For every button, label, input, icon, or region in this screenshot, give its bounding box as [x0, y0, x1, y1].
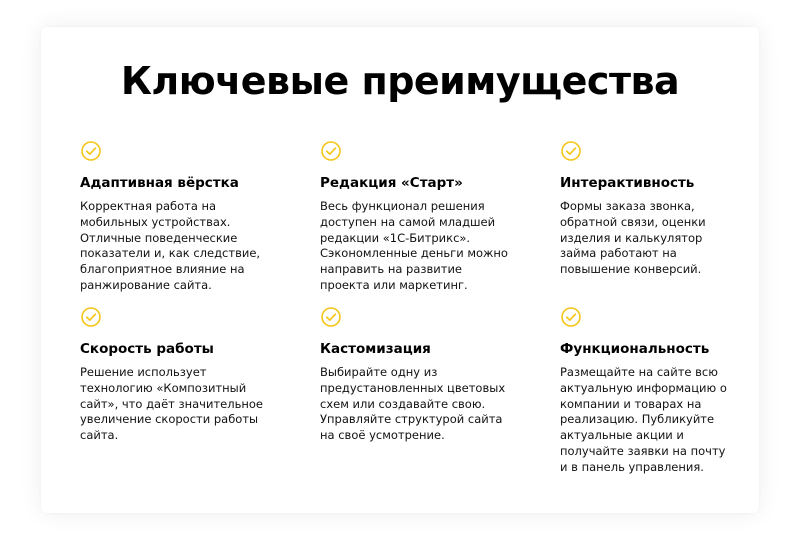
feature-description-line: направить на развитие — [320, 262, 462, 277]
feature-description-line: благоприятное влияние на — [80, 262, 245, 277]
feature-description — [80, 199, 260, 294]
feature-title: Адаптивная вёрстка — [80, 175, 239, 191]
check-circle-icon — [560, 140, 582, 162]
feature-description-line: технологию «Композитный — [80, 380, 247, 395]
feature-description-line: показатели и, как следствие, — [80, 246, 261, 261]
feature-title: Скорость работы — [80, 341, 214, 357]
feature-description-line: Формы заказа звонка, — [560, 199, 695, 213]
feature-description-line: займа работают на — [560, 246, 677, 261]
check-circle-icon — [320, 306, 342, 328]
feature-description-line: на своё усмотрение. — [320, 428, 445, 443]
feature-title: Функциональность — [560, 341, 710, 357]
feature-description-line: доступен на самой младшей — [320, 214, 496, 229]
feature-description-line: редакции «1С-Битрикс». — [320, 230, 471, 245]
feature-description-line: Выбирайте одну из — [320, 365, 438, 379]
check-circle-icon — [80, 140, 102, 162]
feature-description — [320, 199, 508, 294]
feature-description — [560, 365, 740, 476]
feature-description-line: актуальные акции и — [560, 428, 684, 443]
feature-description-line: ранжирование сайта. — [80, 277, 212, 292]
feature-description-line: повышение конверсий. — [560, 262, 702, 277]
feature-description-line: проекта или маркетинг. — [320, 277, 468, 292]
feature-description-line: Весь функционал решения — [320, 199, 485, 213]
feature-description-line: реализацию. Публикуйте — [560, 412, 715, 427]
feature-title: Редакция «Старт» — [320, 175, 463, 191]
page-title: Ключевые преимущества — [120, 59, 680, 103]
check-circle-icon — [560, 306, 582, 328]
feature-description-line: увеличение скорости работы — [80, 412, 259, 427]
feature-description-line: предустановленных цветовых — [320, 380, 506, 395]
check-circle-icon — [80, 306, 102, 328]
feature-description-line: актуальную информацию о — [560, 380, 727, 395]
feature-description-line: Корректная работа на — [80, 199, 217, 213]
feature-description-line: Решение использует — [80, 365, 207, 379]
feature-description-line: мобильных устройствах. — [80, 214, 231, 229]
feature-description-line: схем или создавайте свою. — [320, 396, 486, 411]
check-circle-icon — [320, 140, 342, 162]
feature-description-line: Управляйте структурой сайта — [320, 412, 503, 427]
feature-description-line: сайта. — [80, 428, 119, 443]
feature-description — [80, 365, 263, 444]
feature-description-line: изделия и калькулятор — [560, 230, 703, 245]
feature-title: Интерактивность — [560, 175, 695, 191]
feature-description-line: Отличные поведенческие — [80, 230, 238, 245]
feature-description-line: Размещайте на сайте всю — [560, 365, 718, 379]
feature-description-line: обратной связи, оценки — [560, 214, 706, 229]
feature-description — [560, 199, 740, 278]
feature-description — [320, 365, 506, 444]
feature-description-line: сайт», что даёт значительное — [80, 396, 263, 411]
feature-description-line: получайте заявки на почту — [560, 443, 726, 458]
feature-title: Кастомизация — [320, 341, 431, 357]
feature-description-line: и в панель управления. — [560, 459, 704, 474]
feature-description-line: Сэкономленные деньги можно — [320, 246, 508, 261]
feature-description-line: компании и товарах на — [560, 396, 702, 411]
